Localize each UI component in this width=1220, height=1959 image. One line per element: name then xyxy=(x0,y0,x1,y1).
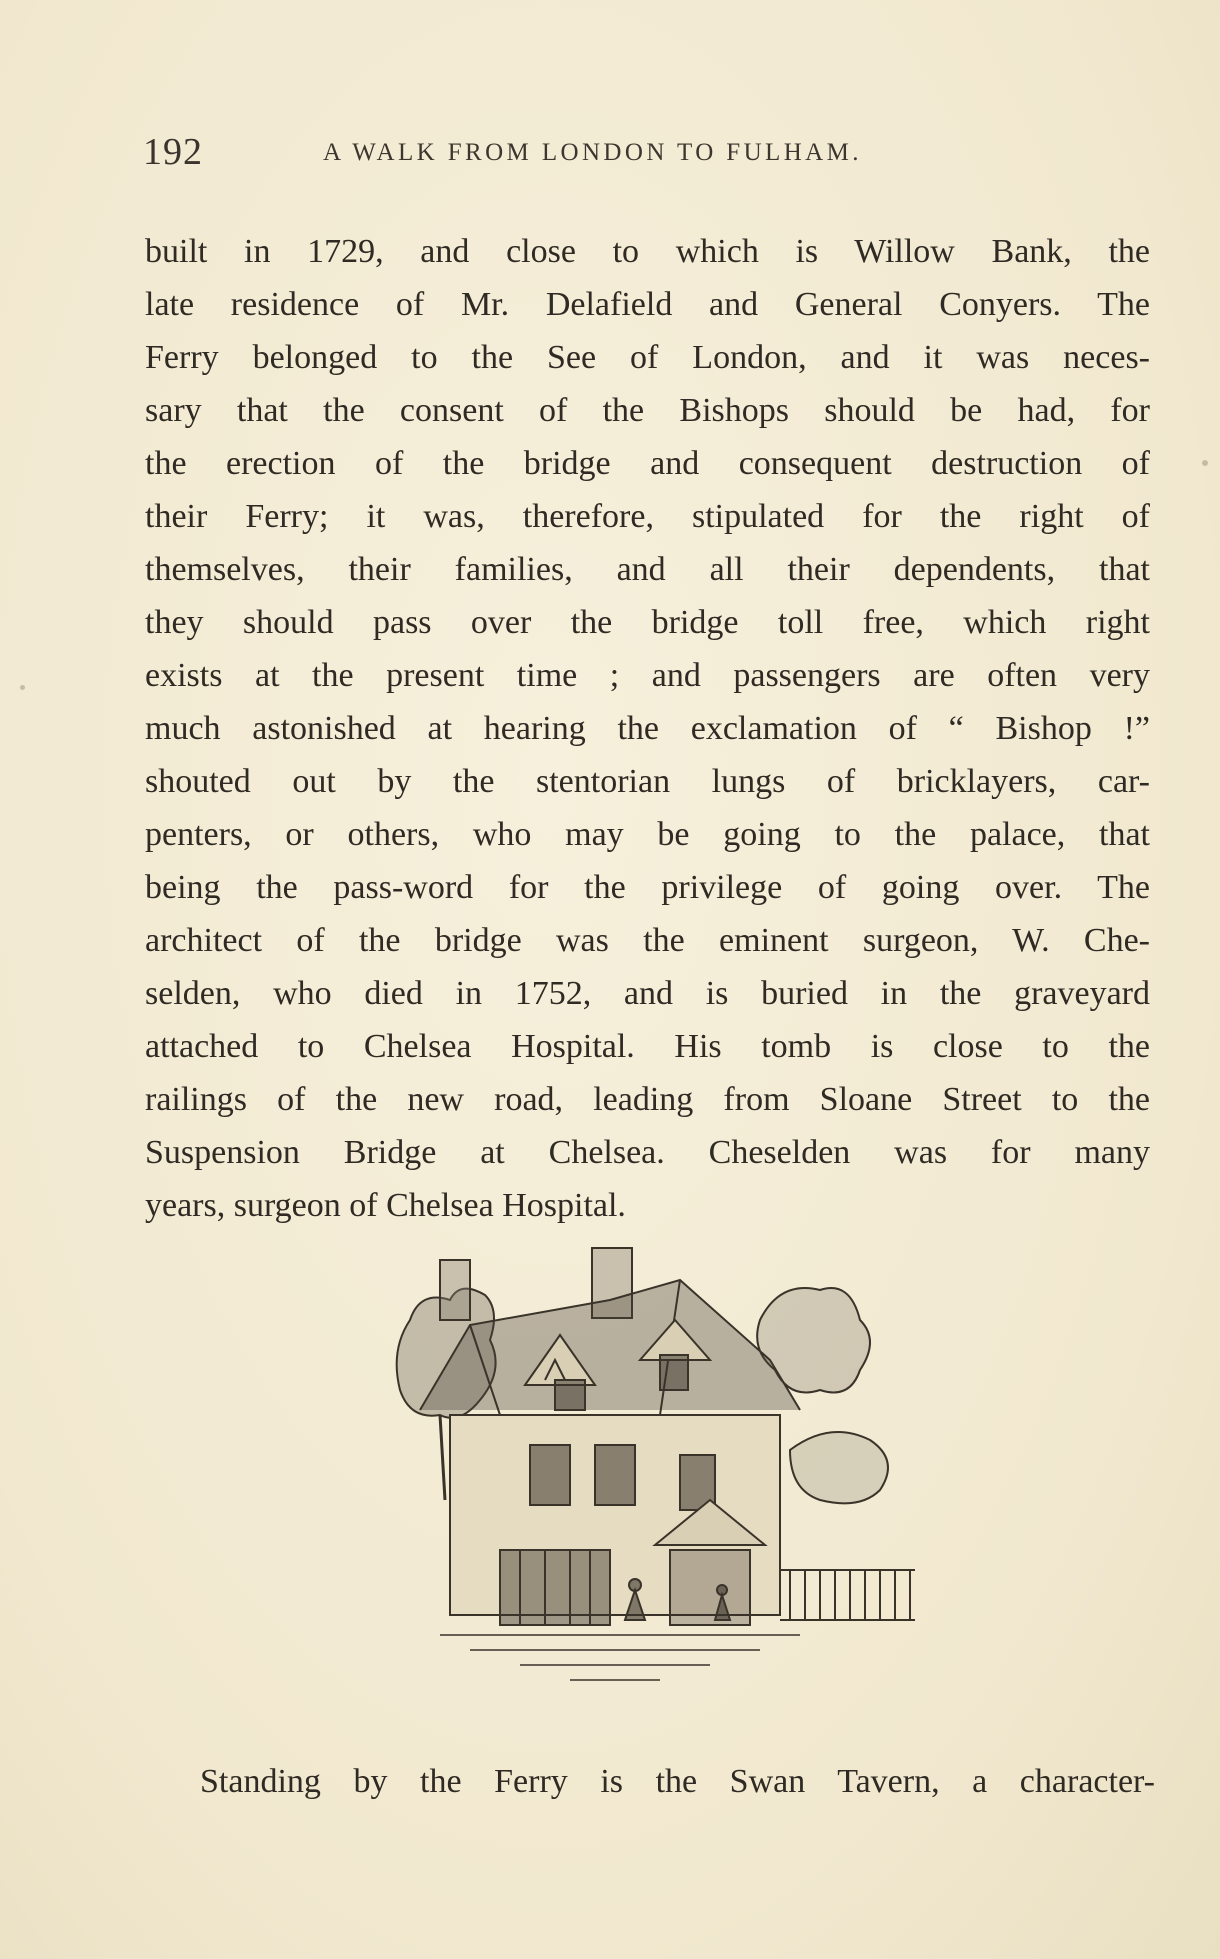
running-head xyxy=(143,130,1143,180)
text-line: Suspension Bridge at Chelsea. Cheselden was for many xyxy=(145,1134,1150,1171)
paper-speck xyxy=(1202,460,1208,466)
text-line: themselves, their families, and all their dependents, that xyxy=(145,551,1150,588)
text-line: years, surgeon of Chelsea Hospital. xyxy=(145,1187,626,1224)
text-line: railings of the new road, leading from Sloane Street to the xyxy=(145,1081,1150,1118)
text-line: penters, or others, who may be going to the palace, that xyxy=(145,816,1150,853)
text-line: Ferry belonged to the See of London, and it was neces- xyxy=(145,339,1150,376)
text-line: much astonished at hearing the exclamation of “ Bishop !” xyxy=(145,710,1150,747)
continuation-line: Standing by the Ferry is the Swan Tavern, a character- xyxy=(200,1763,1155,1800)
text-line: architect of the bridge was the eminent surgeon, W. Che- xyxy=(145,922,1150,959)
paper-speck xyxy=(20,685,25,690)
text-line: shouted out by the stentorian lungs of bricklayers, car- xyxy=(145,763,1150,800)
text-line: they should pass over the bridge toll free, which right xyxy=(145,604,1150,641)
text-line: exists at the present time ; and passengers are often very xyxy=(145,657,1150,694)
running-head-title: A WALK FROM LONDON TO FULHAM. xyxy=(323,139,862,166)
text-line: the erection of the bridge and consequent destruction of xyxy=(145,445,1150,482)
swan-tavern-engraving xyxy=(380,1240,940,1715)
page-number: 192 xyxy=(143,131,203,173)
text-line: being the pass-word for the privilege of going over. The xyxy=(145,869,1150,906)
text-line: late residence of Mr. Delafield and General Conyers. The xyxy=(145,286,1150,323)
text-line: sary that the consent of the Bishops should be had, for xyxy=(145,392,1150,429)
text-line: their Ferry; it was, therefore, stipulated for the right of xyxy=(145,498,1150,535)
body-paragraph xyxy=(145,225,1150,1232)
text-line: selden, who died in 1752, and is buried in the graveyard xyxy=(145,975,1150,1012)
text-line: built in 1729, and close to which is Willow Bank, the xyxy=(145,233,1150,270)
text-line: attached to Chelsea Hospital. His tomb is close to the xyxy=(145,1028,1150,1065)
engraving-drawing xyxy=(380,1240,940,1715)
